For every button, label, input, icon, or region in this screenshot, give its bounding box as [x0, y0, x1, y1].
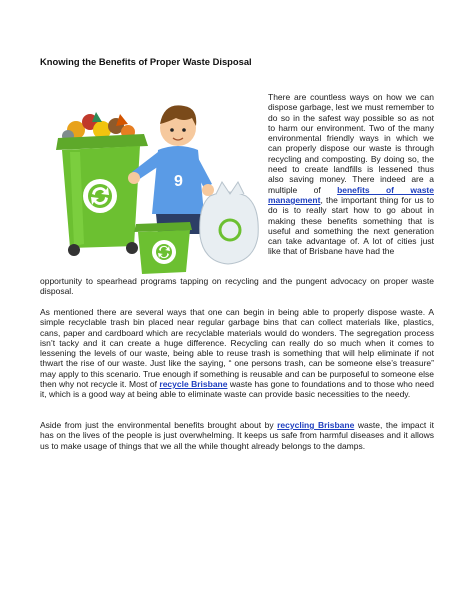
page-title: Knowing the Benefits of Proper Waste Disposal	[40, 56, 252, 67]
intro-paragraph	[268, 92, 434, 257]
paragraph-2-text-continued: waste has gone to foundations and to those who need it, which is a good way at being able to eliminate waste can provide basic necessities to the needy.	[40, 379, 434, 400]
intro-text-continued: , the important thing for us to do is to really start how to go about in making these benefits something that is useful and something the next generation can take advantage of. A lot of cities just like that of Brisbane have had the	[268, 194, 434, 257]
paragraph-2-text: As mentioned there are several ways that one can begin in being able to properly dispose waste. A simple recyclable trash bin placed near regular garbage bins that can collect materials like, plastics, cans, paper and cardboard which are recyclable materials would do wonders. The segregation process isn’t tacky and it can create a huge difference. Recycling can really do so much when it comes to lessening the levels of our waste, being able to reuse trash is something that will help eliminate if not thwart the rise of our waste. Just like the saying, “ one persons trash, can be someone else’s treasure” may apply to this scenario. True enough if something is reusable and can be purposeful to someone else then why not recycle it. Most of	[40, 307, 434, 390]
paragraph-3-text: Aside from just the environmental benefits brought about by	[40, 420, 274, 430]
intro-text: There are countless ways on how we can dispose garbage, lest we must remember to do so in the safest way possible so as not to harm our environment. Two of the many environmental friendly ways in which we can properly dispose our waste is through recycling and composting. By doing so, the need to create landfills is lessened thus also saving money. There indeed are a multiple of	[268, 92, 434, 195]
shirt-number: 9	[174, 173, 183, 190]
intro-paragraph-tail	[40, 276, 434, 297]
benefits-of-waste-management-link[interactable]: benefits of waste management	[268, 184, 434, 205]
intro-wrapped-column	[268, 92, 434, 257]
recycling-illustration	[40, 96, 268, 276]
recycling-ways-paragraph	[40, 307, 434, 400]
intro-tail-text: opportunity to spearhead programs tapping on recycling and the pungent advocacy on proper waste disposal.	[40, 276, 434, 297]
benefits-paragraph	[40, 420, 434, 451]
paragraph-3-text-continued: waste, the impact it has on the lives of the people is just overwhelming. It keeps us safe from harmful diseases and it allows us to make usage of things that we all the while thought already belongs to the damps.	[40, 420, 434, 451]
recycle-brisbane-link[interactable]: recycle Brisbane	[159, 379, 228, 390]
recycling-brisbane-link[interactable]: recycling Brisbane	[277, 420, 355, 430]
